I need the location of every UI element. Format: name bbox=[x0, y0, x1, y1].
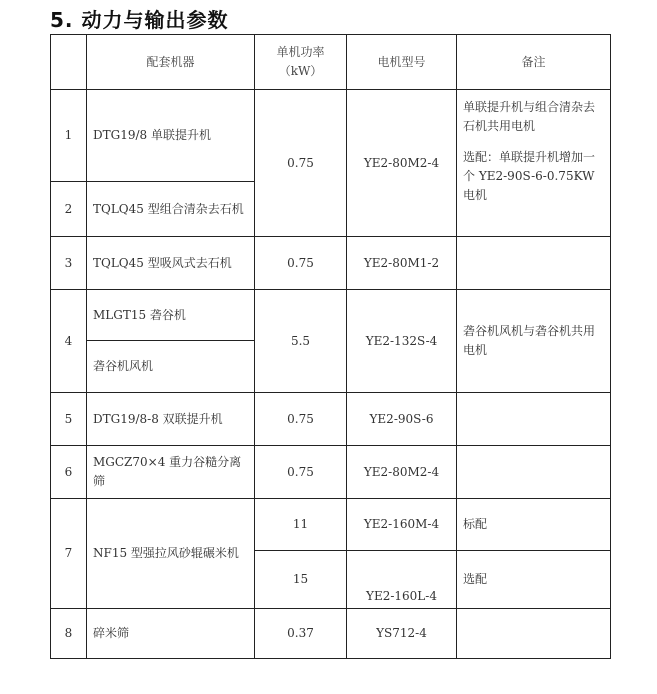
machine-name: NF15 型强拉风砂辊碾米机 bbox=[87, 499, 255, 609]
motor-model: YE2-90S-6 bbox=[347, 393, 457, 446]
motor-model: YE2-80M1-2 bbox=[347, 237, 457, 290]
machine-name: DTG19/8 单联提升机 bbox=[87, 90, 255, 182]
header-motor: 电机型号 bbox=[347, 35, 457, 90]
motor-model: YE2-160M-4 bbox=[347, 499, 457, 551]
header-machine: 配套机器 bbox=[87, 35, 255, 90]
note-cell: 砻谷机风机与砻谷机共用电机 bbox=[457, 290, 611, 393]
power-value: 0.75 bbox=[255, 237, 347, 290]
row-no: 5 bbox=[51, 393, 87, 446]
row-no: 3 bbox=[51, 237, 87, 290]
note-cell bbox=[457, 237, 611, 290]
machine-name: 碎米筛 bbox=[87, 609, 255, 659]
note-text: 选配：单联提升机增加一个 YE2-90S-6-0.75KW 电机 bbox=[463, 150, 596, 202]
row-no: 6 bbox=[51, 446, 87, 499]
row-no: 8 bbox=[51, 609, 87, 659]
header-power: 单机功率（kW） bbox=[255, 35, 347, 90]
machine-name: TQLQ45 型吸风式去石机 bbox=[87, 237, 255, 290]
table-row bbox=[51, 499, 611, 551]
machine-name: TQLQ45 型组合清杂去石机 bbox=[87, 182, 255, 237]
motor-model: YE2-160L-4 bbox=[347, 551, 457, 609]
note-cell bbox=[457, 393, 611, 446]
note-cell bbox=[457, 90, 611, 237]
section-title: 5. 动力与输出参数 bbox=[50, 8, 229, 32]
motor-model: YE2-132S-4 bbox=[347, 290, 457, 393]
note-cell bbox=[457, 609, 611, 659]
table-header-row bbox=[51, 35, 611, 90]
machine-name: MLGT15 砻谷机 bbox=[87, 290, 255, 341]
machine-name: MGCZ70×4 重力谷糙分离筛 bbox=[87, 446, 255, 499]
power-value: 11 bbox=[255, 499, 347, 551]
note-cell: 选配 bbox=[457, 551, 611, 609]
power-value: 0.75 bbox=[255, 90, 347, 237]
note-text: 单联提升机与组合清杂去石机共用电机 bbox=[463, 100, 596, 133]
row-no: 1 bbox=[51, 90, 87, 182]
power-output-table bbox=[50, 34, 611, 659]
table-row bbox=[51, 290, 611, 341]
power-value: 0.75 bbox=[255, 393, 347, 446]
table-row bbox=[51, 237, 611, 290]
power-value: 5.5 bbox=[255, 290, 347, 393]
table-row bbox=[51, 609, 611, 659]
table-row bbox=[51, 393, 611, 446]
machine-name: DTG19/8-8 双联提升机 bbox=[87, 393, 255, 446]
row-no: 7 bbox=[51, 499, 87, 609]
table-row bbox=[51, 90, 611, 182]
header-note: 备注 bbox=[457, 35, 611, 90]
header-no bbox=[51, 35, 87, 90]
power-value: 15 bbox=[255, 551, 347, 609]
row-no: 2 bbox=[51, 182, 87, 237]
row-no: 4 bbox=[51, 290, 87, 393]
power-value: 0.37 bbox=[255, 609, 347, 659]
motor-model: YS712-4 bbox=[347, 609, 457, 659]
power-value: 0.75 bbox=[255, 446, 347, 499]
motor-model: YE2-80M2-4 bbox=[347, 90, 457, 237]
note-cell bbox=[457, 446, 611, 499]
note-cell: 标配 bbox=[457, 499, 611, 551]
machine-name: 砻谷机风机 bbox=[87, 341, 255, 393]
table-row bbox=[51, 446, 611, 499]
motor-model: YE2-80M2-4 bbox=[347, 446, 457, 499]
